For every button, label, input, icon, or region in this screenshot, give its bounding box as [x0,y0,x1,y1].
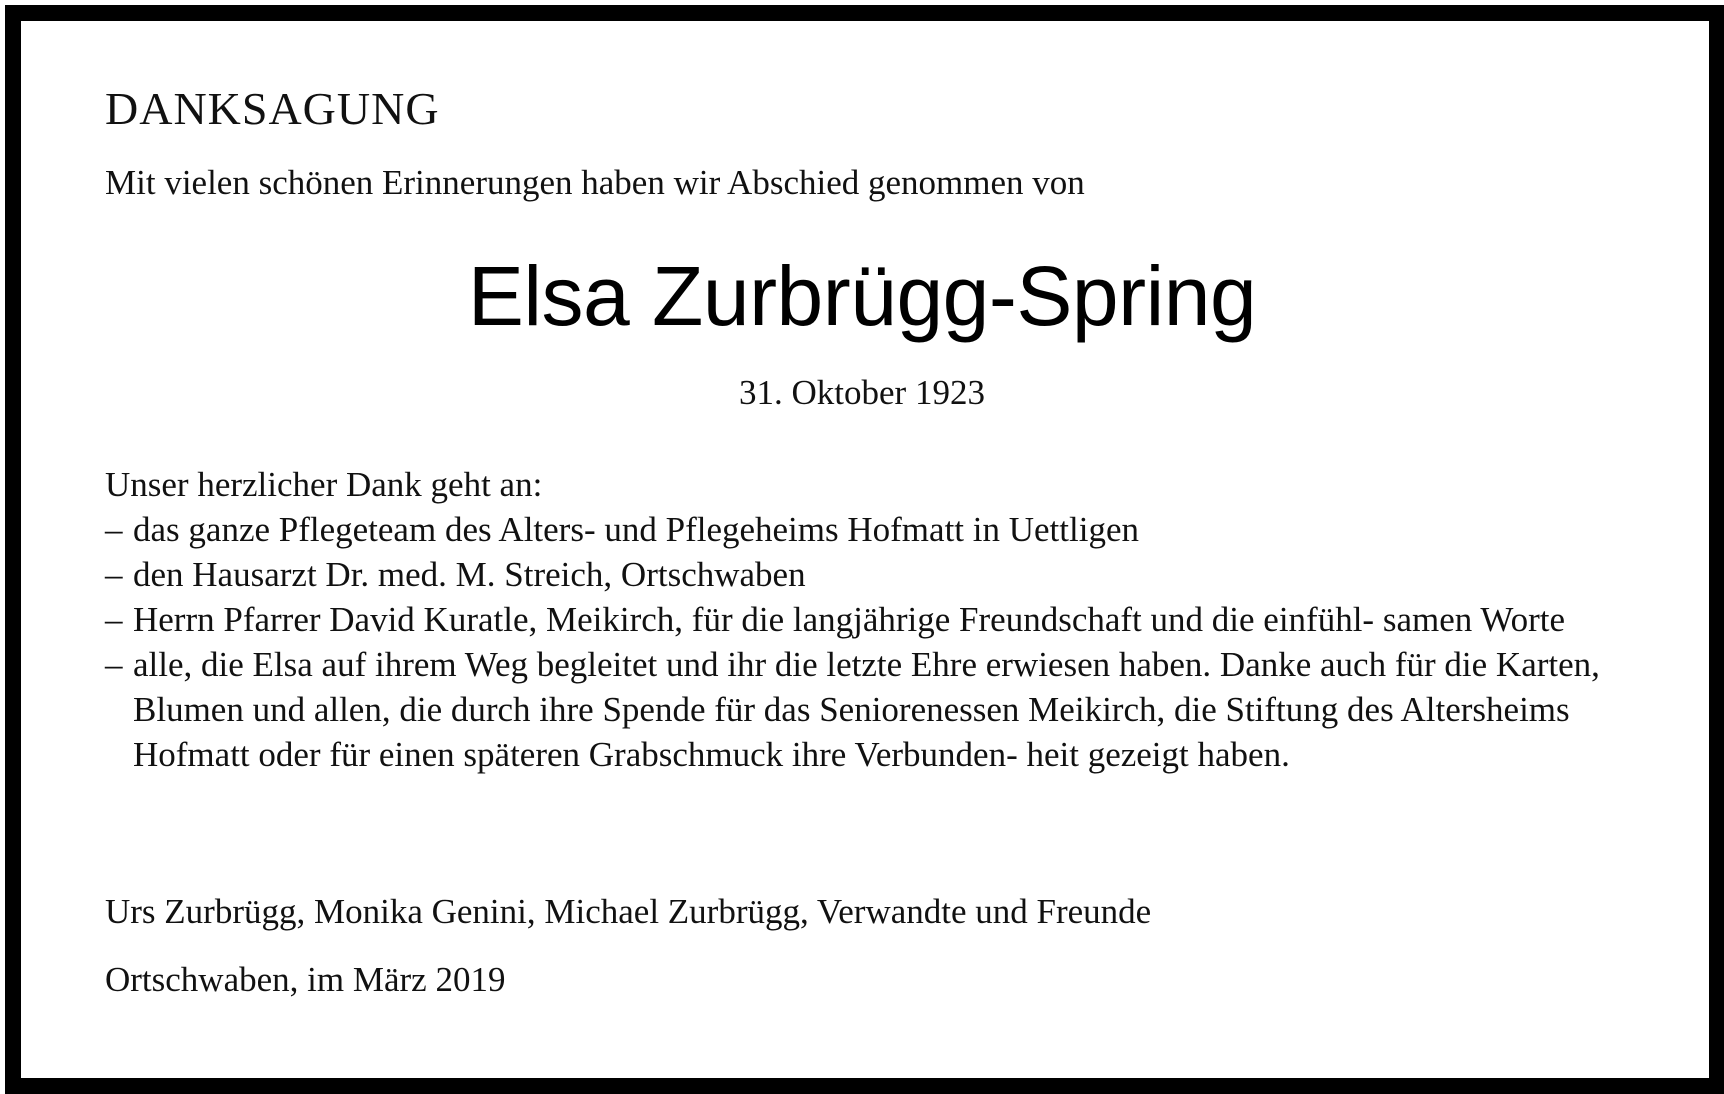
place-and-date: Ortschwaben, im März 2019 [105,960,506,999]
thanks-item-doctor [105,552,1625,597]
thanks-item-care-team [105,507,1625,552]
birth-date: 31. Oktober 1923 [739,373,985,412]
deceased-name: Elsa Zurbrügg-Spring [467,249,1257,343]
notice-heading: DANKSAGUNG [105,83,440,134]
intro-text: Mit vielen schönen Erinnerungen haben wir Abschied genommen von [105,163,1085,202]
list-dash: – [105,600,123,639]
thanks-section [105,462,1625,777]
thanks-item-text: alle, die Elsa auf ihrem Weg begleitet und ihr die letzte Ehre erwiesen haben. Danke auch für die Karten, Blumen und allen, die durch ihre Spende für das Seniorenessen Meikirch, die Stiftung des Altersheims Hofmatt oder für einen späteren Grabschmuck ihre Verbunden- heit gezeigt haben. [133,645,1600,774]
thanks-item-pastor [105,597,1625,642]
thanks-item-text: den Hausarzt Dr. med. M. Streich, Ortschwaben [133,555,806,594]
list-dash: – [105,555,123,594]
thanks-list [105,507,1625,777]
list-dash: – [105,510,123,549]
signers: Urs Zurbrügg, Monika Genini, Michael Zurbrügg, Verwandte und Freunde [105,892,1152,931]
list-dash: – [105,645,123,684]
thanks-item-everyone [105,642,1625,777]
thanks-item-text: Herrn Pfarrer David Kuratle, Meikirch, für die langjährige Freundschaft und die einfühl- samen Worte [133,600,1566,639]
thanks-title: Unser herzlicher Dank geht an: [105,465,543,504]
thanks-item-text: das ganze Pflegeteam des Alters- und Pflegeheims Hofmatt in Uettligen [133,510,1139,549]
